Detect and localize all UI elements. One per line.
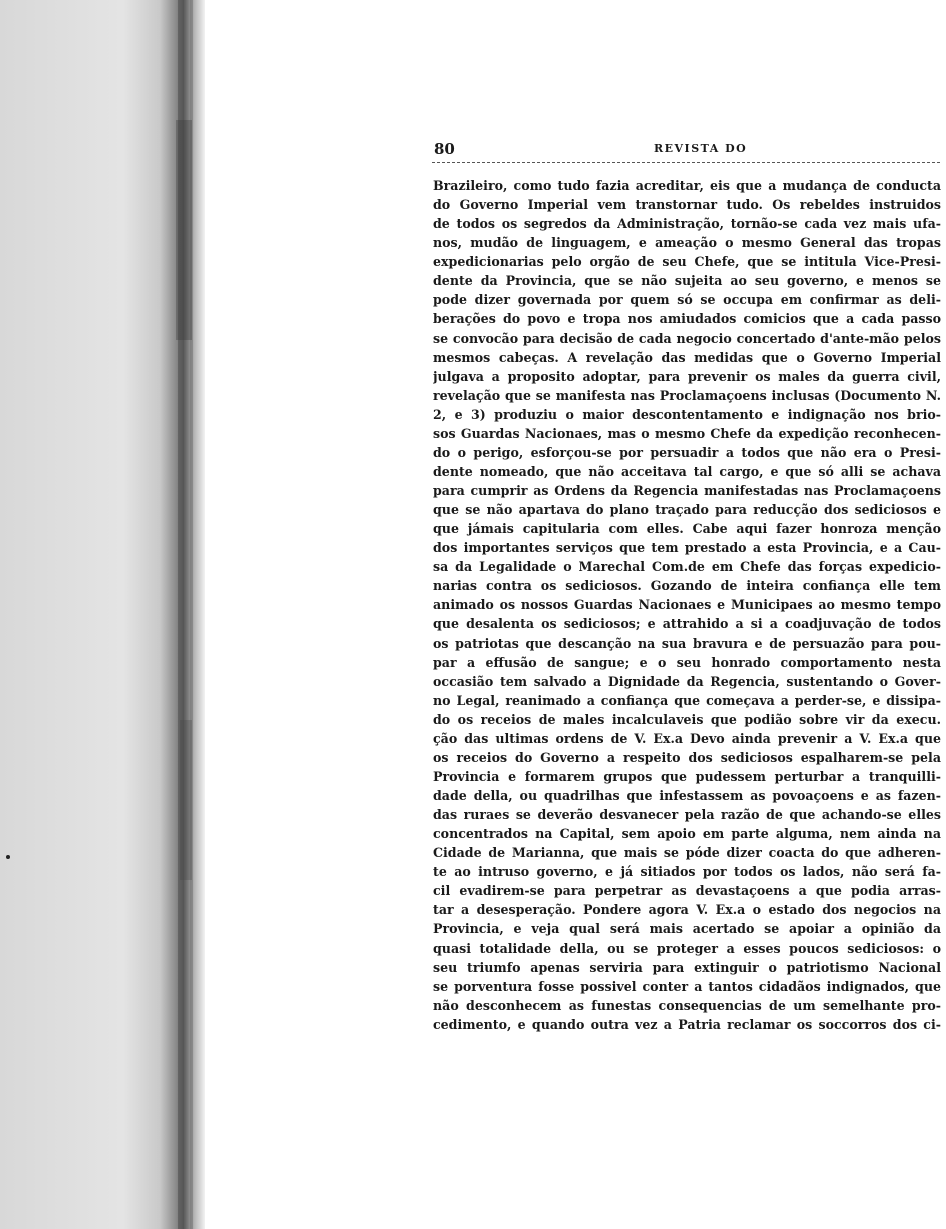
text-line: seu triumfo apenas serviria para extinguir o patriotismo Nacional (433, 959, 941, 975)
text-line: não desconhecem as funestas consequencias de um semelhante pro- (433, 997, 941, 1013)
text-line: dos importantes serviços que tem prestado a esta Provincia, e a Cau- (433, 540, 941, 556)
text-line: que desalenta os sediciosos; e attrahido a si a coadjuvação de todos (433, 616, 941, 632)
text-line: animado os nossos Guardas Nacionaes e Municipaes ao mesmo tempo (433, 597, 941, 613)
page-number: 80 (434, 140, 455, 158)
text-line: te ao intruso governo, e já sitiados por todos os lados, não será fa- (433, 864, 941, 880)
header-rule (432, 162, 940, 163)
text-line: se convocão para decisão de cada negocio concertado d'ante-mão pelos (433, 330, 941, 346)
text-line: de todos os segredos da Administração, tornão-se cada vez mais ufa- (433, 216, 941, 232)
book-binding-shadow (0, 0, 205, 1229)
text-line: narias contra os sediciosos. Gozando de inteira confiança elle tem (433, 578, 941, 594)
text-line: concentrados na Capital, sem apoio em parte alguma, nem ainda na (433, 826, 941, 842)
text-line: que se não apartava do plano traçado para reducção dos sediciosos e (433, 502, 941, 518)
text-line: ção das ultimas ordens de V. Ex.a Devo ainda prevenir a V. Ex.a que (433, 730, 941, 746)
text-line: pode dizer governada por quem só se occupa em confirmar as deli- (433, 292, 941, 308)
text-line: os patriotas que descanção na sua bravura e de persuazão para pou- (433, 635, 941, 651)
text-line: os receios do Governo a respeito dos sediciosos espalharem-se pela (433, 749, 941, 765)
text-line: cedimento, e quando outra vez a Patria reclamar os soccorros dos ci- (433, 1016, 941, 1032)
text-line: julgava a proposito adoptar, para prevenir os males da guerra civil, (433, 368, 941, 384)
text-line: dente da Provincia, que se não sujeita ao seu governo, e menos se (433, 273, 941, 289)
text-line: par a effusão de sangue; e o seu honrado comportamento nesta (433, 654, 941, 670)
text-line: Brazileiro, como tudo fazia acreditar, eis que a mudança de conducta (433, 178, 941, 193)
text-line: tar a desesperação. Pondere agora V. Ex.a o estado dos negocios na (433, 902, 941, 918)
text-line: do Governo Imperial vem transtornar tudo. Os rebeldes instruidos (433, 197, 941, 213)
text-line: nos, mudão de linguagem, e ameação o mesmo General das tropas (433, 235, 941, 251)
text-line: das ruraes se deverão desvanecer pela razão de que achando-se elles (433, 807, 941, 823)
text-line: que jámais capitularia com elles. Cabe aqui fazer honroza menção (433, 521, 941, 537)
text-line: berações do povo e tropa nos amiudados comicios que a cada passo (433, 311, 941, 327)
text-line: mesmos cabeças. A revelação das medidas que o Governo Imperial (433, 349, 941, 365)
text-line: occasião tem salvado a Dignidade da Regencia, sustentando o Gover- (433, 673, 941, 689)
text-line: sa da Legalidade o Marechal Com.de em Chefe das forças expedicio- (433, 559, 941, 575)
text-line: revelação que se manifesta nas Proclamaçoens inclusas (Documento N. (433, 387, 941, 403)
page-header (432, 140, 940, 162)
text-line: se porventura fosse possivel conter a tantos cidadãos indignados, que (433, 978, 941, 994)
text-line: 2, e 3) produziu o maior descontentamento e indignação nos brio- (433, 406, 941, 422)
running-head: REVISTA DO (654, 142, 748, 155)
text-line: do os receios de males incalculaveis que podião sobre vir da execu. (433, 711, 941, 727)
text-line: cil evadirem-se para perpetrar as devastaçoens a que podia arras- (433, 883, 941, 899)
text-line: Provincia, e veja qual será mais acertado se apoiar a opinião da (433, 921, 941, 937)
text-line: quasi totalidade della, ou se proteger a esses poucos sediciosos: o (433, 940, 941, 956)
text-line: dade della, ou quadrilhas que infestassem as povoaçoens e as fazen- (433, 788, 941, 803)
text-line: no Legal, reanimado a confiança que começava a perder-se, e dissipa- (433, 692, 941, 708)
text-line: sos Guardas Nacionaes, mas o mesmo Chefe da expedição reconhecen- (433, 425, 941, 441)
binding-blot (176, 120, 192, 340)
text-line: para cumprir as Ordens da Regencia manifestadas nas Proclamaçoens (433, 483, 941, 498)
body-text (433, 176, 941, 1034)
text-line: do o perigo, esforçou-se por persuadir a todos que não era o Presi- (433, 444, 941, 460)
text-line: expedicionarias pelo orgão de seu Chefe, que se intitula Vice-Presi- (433, 254, 941, 270)
text-line: dente nomeado, que não acceitava tal cargo, e que só alli se achava (433, 463, 941, 479)
binding-blot (180, 720, 192, 880)
text-line: Provincia e formarem grupos que pudessem perturbar a tranquilli- (433, 768, 941, 784)
text-line: Cidade de Marianna, que mais se póde dizer coacta do que adheren- (433, 845, 941, 861)
margin-speck (6, 855, 10, 859)
